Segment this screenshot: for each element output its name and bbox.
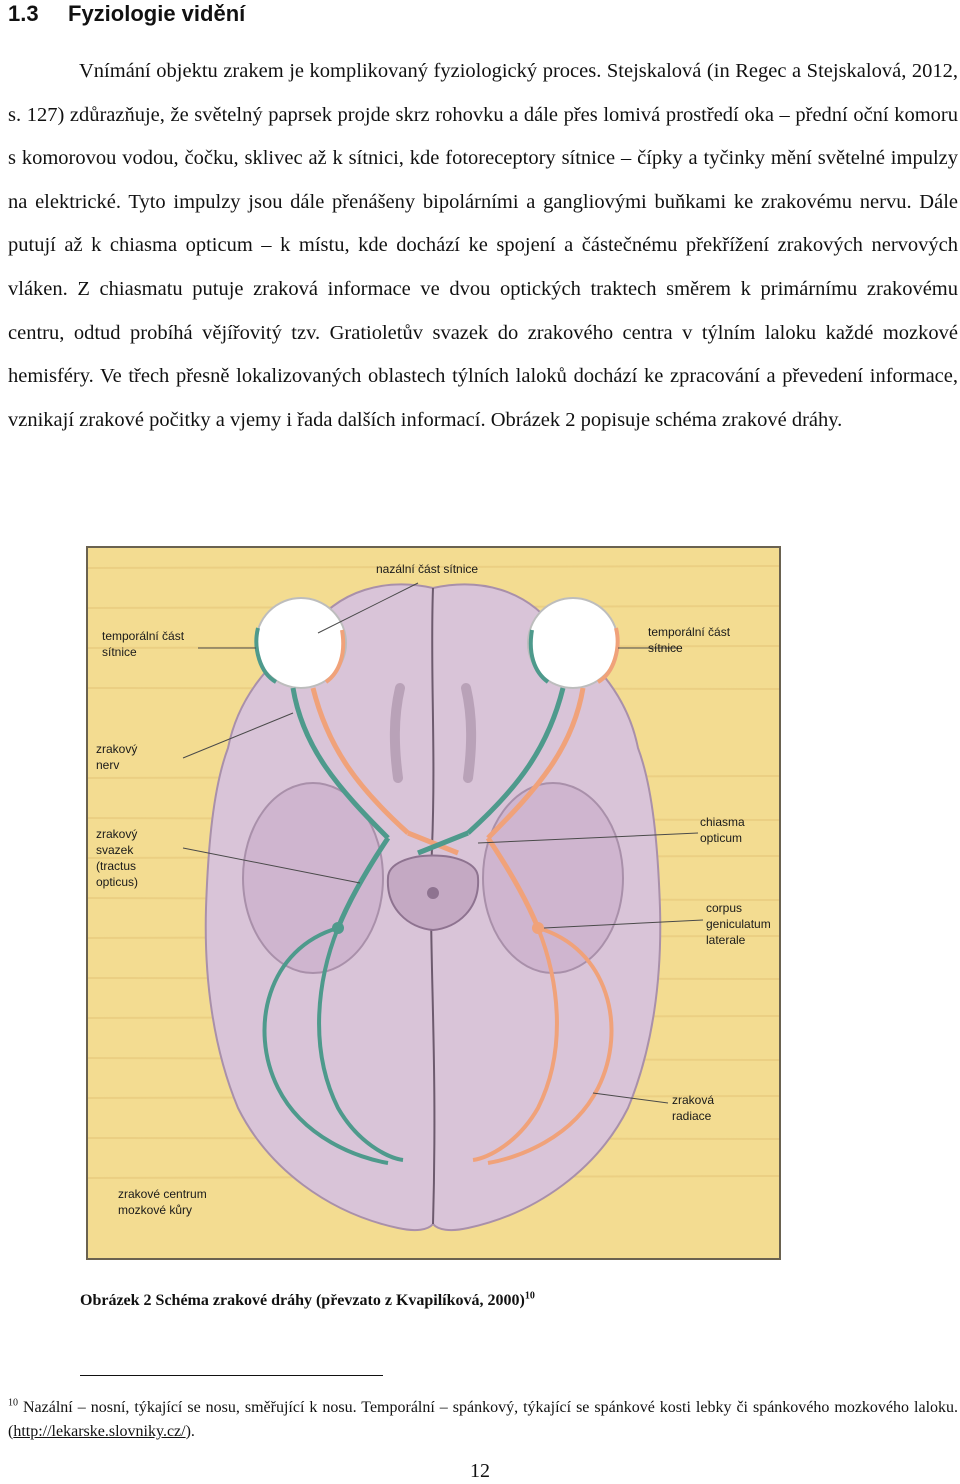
body-paragraph — [8, 50, 958, 442]
label-lgn-2: geniculatum — [706, 917, 771, 931]
footnote-text: Nazální – nosní, týkající se nosu, směřující k nosu. Temporální – spánkový, týkající se spánkové kosti lebky či spánkového mozkového laloku. ( — [8, 1399, 959, 1440]
olfactory-tract-right — [466, 688, 471, 778]
label-nasal-retina: nazální část sítnice — [376, 562, 479, 576]
footnote — [8, 1396, 958, 1444]
label-optic-radiation-1: zraková — [672, 1093, 715, 1107]
label-optic-radiation-2: radiace — [672, 1109, 712, 1123]
label-temporal-retina-right-2: sítnice — [648, 641, 683, 655]
label-visual-cortex-1: zrakové centrum — [118, 1187, 207, 1201]
label-chiasma-2: opticum — [700, 831, 743, 845]
visual-pathway-figure — [86, 546, 781, 1260]
label-optic-nerve-2: nerv — [96, 758, 120, 772]
visual-pathway-diagram — [88, 548, 779, 1258]
section-title: Fyziologie vidění — [68, 1, 246, 26]
temporal-lobe-right — [483, 783, 623, 973]
page-number: 12 — [470, 1460, 490, 1482]
label-optic-nerve-1: zrakový — [96, 742, 138, 756]
label-temporal-retina-left-1: temporální část — [102, 629, 185, 643]
caption-footnote-ref: 10 — [524, 1290, 535, 1302]
section-heading — [8, 0, 245, 28]
footnote-text-end: ). — [185, 1423, 195, 1440]
label-chiasma-1: chiasma — [700, 815, 745, 829]
footnote-separator — [80, 1375, 383, 1376]
label-optic-tract-4: opticus) — [96, 875, 139, 889]
figure-caption — [80, 1288, 535, 1314]
label-optic-tract-2: svazek — [96, 843, 134, 857]
label-temporal-retina-left-2: sítnice — [102, 645, 137, 659]
paragraph-text: Vnímání objektu zrakem je komplikovaný fyziologický proces. Stejskalová (in Regec a Stejskalová, 2012, s. 127) zdůrazňuje, že světelný paprsek projde skrz rohovku a dále přes lomivá prostředí oka – přední oční komoru s komorovou vodou, čočku, sklivec až k sítnici, kde fotoreceptory sítnice – čípky a tyčinky mění světelné impulzy na elektrické. Tyto impulzy jsou dále přenášeny bipolárními a gangliovými buňkami ke zrakovému nervu. Dále putují až k chiasma opticum – k místu, kde dochází ke spojení a částečnému překřížení zrakových nervových vláken. Z chiasmatu putuje zraková informace ve dvou optických traktech směrem k primárnímu zrakovému centru, odtud probíhá vějířovitý tzv. Gratioletův svazek do zrakového centra v týlním laloku každé mozkové hemisféry. Ve třech přesně lokalizovaných oblastech týlních laloků dochází ke zpracování a převedení informace, vznikají zrakové počitky a vjemy i řada dalších informací. Obrázek 2 popisuje schéma zrakové dráhy. — [8, 60, 958, 431]
caption-text: Obrázek 2 Schéma zrakové dráhy (převzato z Kvapilíková, 2000) — [80, 1292, 525, 1309]
section-number: 1.3 — [8, 1, 39, 26]
footnote-link[interactable]: http://lekarske.slovniky.cz/ — [13, 1423, 186, 1440]
label-lgn-1: corpus — [706, 901, 743, 915]
footnote-mark: 10 — [8, 1397, 18, 1409]
label-optic-tract-3: (tractus — [96, 859, 137, 873]
olfactory-tract-left — [395, 688, 400, 778]
label-visual-cortex-2: mozkové kůry — [118, 1203, 193, 1217]
label-temporal-retina-right-1: temporální část — [648, 625, 731, 639]
label-lgn-3: laterale — [706, 933, 746, 947]
label-optic-tract-1: zrakový — [96, 827, 138, 841]
cerebral-aqueduct — [427, 887, 439, 899]
